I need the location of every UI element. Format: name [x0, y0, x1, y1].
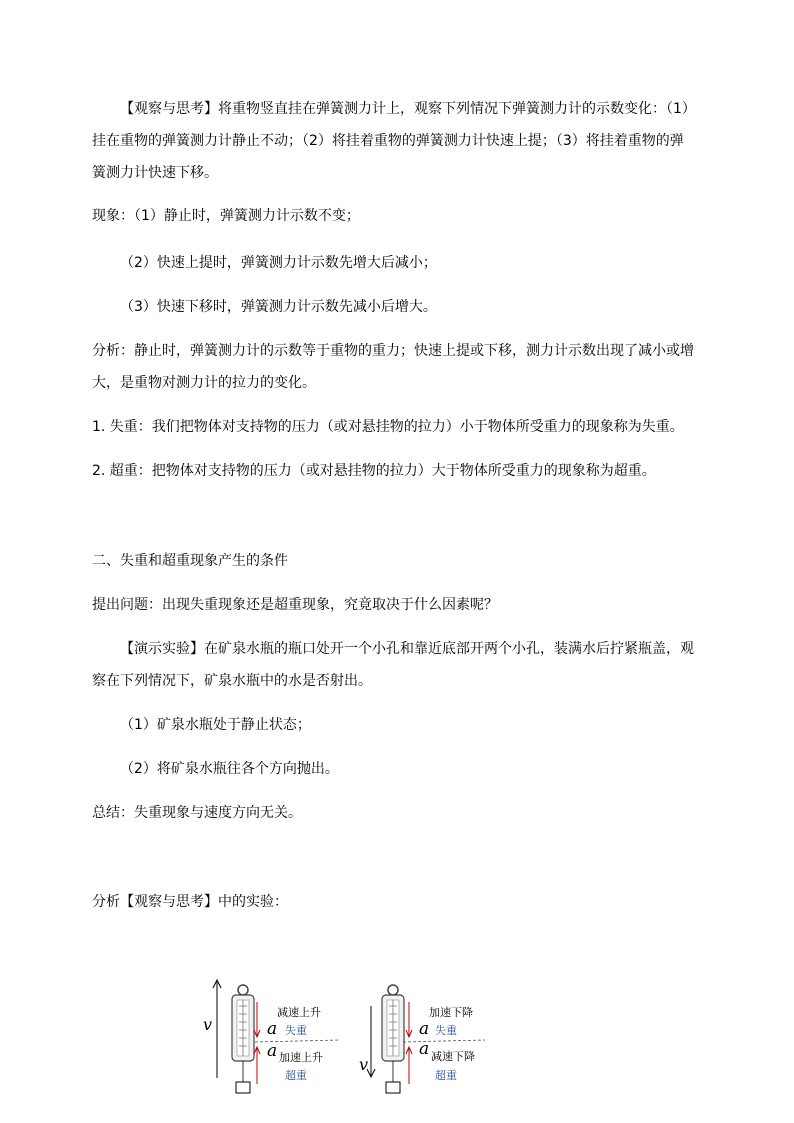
right-velocity-label: v — [359, 1055, 369, 1074]
left-velocity-label: v — [203, 1015, 213, 1034]
definition-weightlessness: 1. 失重：我们把物体对支持物的压力（或对悬挂物的拉力）小于物体所受重力的现象称为失重。 — [92, 419, 684, 435]
right-top-label: 加速下降 — [429, 1006, 473, 1019]
definition-overweight: 2. 超重：把物体对支持物的压力（或对悬挂物的拉力）大于物体所受重力的现象称为超重。 — [92, 463, 656, 479]
analysis-line-1: 分析：静止时，弹簧测力计的示数等于重物的重力；快速上提或下移，测力计示数出现了减小或增 — [92, 343, 694, 359]
left-top-label: 减速上升 — [277, 1006, 321, 1019]
right-weight-block — [386, 1082, 400, 1093]
analysis-intro: 分析【观察与思考】中的实验： — [92, 894, 288, 910]
right-bottom-state: 超重 — [435, 1069, 457, 1082]
demo-line-1: 【演示实验】在矿泉水瓶的瓶口处开一个小孔和靠近底部开两个小孔，装满水后拧紧瓶盖，观 — [120, 641, 694, 657]
left-weight-block — [236, 1082, 250, 1093]
observe-line-3: 簧测力计快速下移。 — [92, 165, 218, 181]
observe-line-1: 【观察与思考】将重物竖直挂在弹簧测力计上，观察下列情况下弹簧测力计的示数变化：（1） — [120, 101, 696, 117]
spring-scale-figure — [195, 978, 495, 1098]
demo-case-1: （1）矿泉水瓶处于静止状态； — [120, 717, 311, 733]
observe-line-2: 挂在重物的弹簧测力计静止不动；（2）将挂着重物的弹簧测力计快速上提；（3）将挂着重物的弹 — [92, 133, 684, 149]
demo-case-2: （2）将矿泉水瓶往各个方向抛出。 — [120, 761, 339, 777]
demo-line-2: 察在下列情况下，矿泉水瓶中的水是否射出。 — [92, 673, 372, 689]
right-bottom-label: 减速下降 — [431, 1050, 475, 1063]
phenomenon-item-3: （3）快速下移时，弹簧测力计示数先减小后增大。 — [120, 299, 437, 315]
right-accel-top: a — [419, 1019, 430, 1039]
right-hook-ring-icon — [388, 985, 398, 995]
left-bottom-state: 超重 — [285, 1069, 307, 1082]
left-bottom-label: 加速上升 — [279, 1051, 323, 1064]
phenomenon-item-2: （2）快速上提时，弹簧测力计示数先增大后减小； — [120, 255, 437, 271]
left-hook-ring-icon — [238, 985, 248, 995]
right-scale — [359, 985, 485, 1093]
question-text: 提出问题：出现失重现象还是超重现象，究竟取决于什么因素呢？ — [92, 597, 498, 613]
summary-text: 总结：失重现象与速度方向无关。 — [92, 805, 302, 821]
left-scale — [203, 980, 340, 1093]
left-top-state: 失重 — [285, 1024, 307, 1037]
right-top-state: 失重 — [435, 1024, 457, 1037]
left-accel-top: a — [267, 1019, 278, 1039]
right-accel-bottom: a — [419, 1039, 430, 1059]
section-heading: 二、失重和超重现象产生的条件 — [92, 553, 288, 569]
analysis-line-2: 大，是重物对测力计的拉力的变化。 — [92, 375, 316, 391]
left-accel-bottom: a — [267, 1041, 278, 1061]
phenomenon-item-1: 现象：（1）静止时，弹簧测力计示数不变； — [92, 208, 360, 224]
